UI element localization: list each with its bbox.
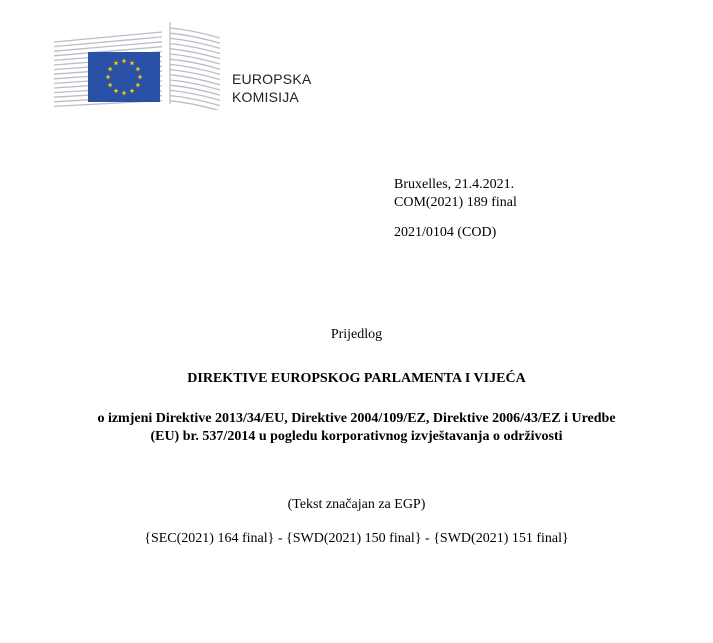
eea-relevance-note: (Tekst značajan za EGP): [287, 497, 426, 512]
ec-logo: [52, 18, 332, 110]
com-number: COM(2021) 189 final: [394, 195, 517, 210]
document-subtitle-line-1: o izmjeni Direktive 2013/34/EU, Direktive 2004/109/EZ, Direktive 2006/43/EZ i Uredbe: [97, 411, 616, 426]
document-type: Prijedlog: [330, 327, 383, 342]
org-name-line-1: EUROPSKA: [232, 71, 312, 87]
organization-name: [232, 70, 311, 106]
reference-block: [394, 176, 517, 242]
related-documents: {SEC(2021) 164 final} - {SWD(2021) 150 final} - {SWD(2021) 151 final}: [144, 531, 569, 546]
document-subtitle: [0, 410, 713, 446]
ec-building-emblem-icon: [52, 18, 227, 110]
procedure-number: 2021/0104 (COD): [394, 225, 497, 240]
document-subtitle-line-2: (EU) br. 537/2014 u pogledu korporativnog izvještavanja o održivosti: [150, 429, 563, 444]
org-name-line-2: KOMISIJA: [232, 89, 299, 105]
place-date: Bruxelles, 21.4.2021.: [394, 177, 515, 192]
document-title: DIREKTIVE EUROPSKOG PARLAMENTA I VIJEĆA: [187, 371, 526, 386]
